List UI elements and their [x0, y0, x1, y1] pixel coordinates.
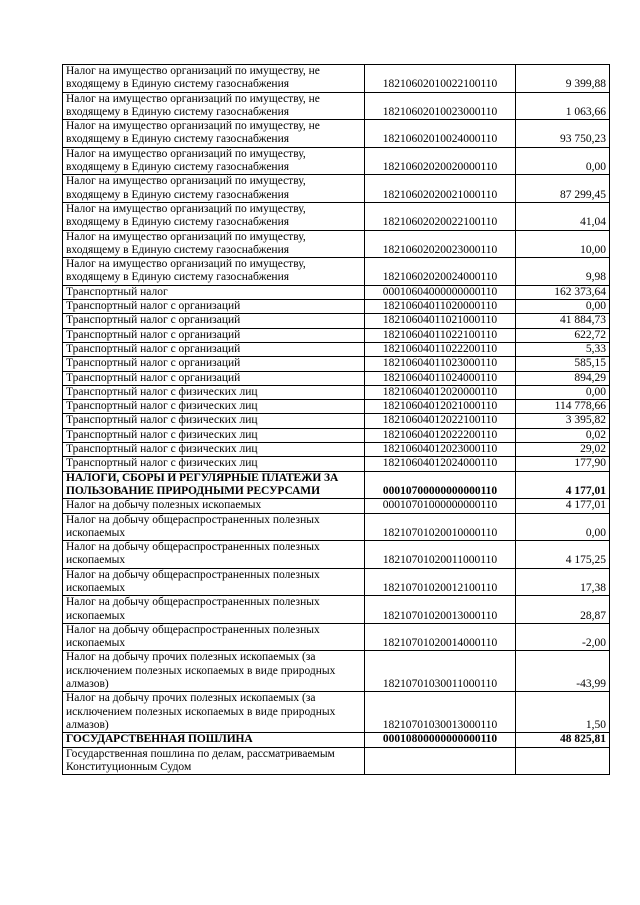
table-row	[63, 147, 610, 175]
table-row	[63, 596, 610, 624]
row-code-cell: 18210602010023000110	[365, 92, 516, 120]
row-code-cell: 18210701030013000110	[365, 692, 516, 733]
row-amount-cell: 9 399,88	[516, 65, 610, 93]
row-name-cell: Транспортный налог с физических лиц	[63, 400, 365, 414]
row-amount-cell: 4 177,01	[516, 499, 610, 513]
row-code-cell: 18210604011020000110	[365, 300, 516, 314]
table-row	[63, 300, 610, 314]
row-amount-cell: -2,00	[516, 623, 610, 651]
row-name-cell: Налог на добычу полезных ископаемых	[63, 499, 365, 513]
row-amount-cell: 622,72	[516, 328, 610, 342]
row-name-cell: НАЛОГИ, СБОРЫ И РЕГУЛЯРНЫЕ ПЛАТЕЖИ ЗА ПОЛЬЗОВАНИЕ ПРИРОДНЫМИ РЕСУРСАМИ	[63, 471, 365, 499]
row-code-cell: 18210604011021000110	[365, 314, 516, 328]
table-row	[63, 400, 610, 414]
table-row	[63, 285, 610, 299]
row-code-cell: 18210604012022100110	[365, 414, 516, 428]
row-name-cell: Налог на имущество организаций по имуществу, входящему в Единую систему газоснабжения	[63, 175, 365, 203]
table-row	[63, 443, 610, 457]
budget-revenue-table	[62, 64, 610, 775]
table-body	[63, 65, 610, 775]
row-name-cell: Налог на имущество организаций по имуществу, входящему в Единую систему газоснабжения	[63, 202, 365, 230]
row-amount-cell: 5,33	[516, 342, 610, 356]
row-code-cell: 18210604011023000110	[365, 357, 516, 371]
row-name-cell: Налог на имущество организаций по имуществу, не входящему в Единую систему газоснабжения	[63, 92, 365, 120]
table-row	[63, 541, 610, 569]
row-amount-cell: 177,90	[516, 457, 610, 471]
row-amount-cell: 41,04	[516, 202, 610, 230]
row-code-cell: 18210602020023000110	[365, 230, 516, 258]
row-code-cell: 18210701020014000110	[365, 623, 516, 651]
row-name-cell: Государственная пошлина по делам, рассматриваемым Конституционным Судом	[63, 747, 365, 775]
row-name-cell: Налог на имущество организаций по имуществу, не входящему в Единую систему газоснабжения	[63, 65, 365, 93]
table-row	[63, 202, 610, 230]
row-name-cell: Налог на имущество организаций по имуществу, входящему в Единую систему газоснабжения	[63, 258, 365, 286]
row-name-cell: Транспортный налог с физических лиц	[63, 414, 365, 428]
table-row	[63, 371, 610, 385]
row-amount-cell: 17,38	[516, 568, 610, 596]
table-row	[63, 120, 610, 148]
row-code-cell: 18210602010024000110	[365, 120, 516, 148]
row-amount-cell: 48 825,81	[516, 733, 610, 747]
table-row	[63, 733, 610, 747]
row-name-cell: Транспортный налог с организаций	[63, 357, 365, 371]
table-row	[63, 651, 610, 692]
row-name-cell: Налог на добычу прочих полезных ископаемых (за исключением полезных ископаемых в виде природных алмазов)	[63, 651, 365, 692]
row-name-cell: Налог на имущество организаций по имуществу, входящему в Единую систему газоснабжения	[63, 147, 365, 175]
row-amount-cell: 114 778,66	[516, 400, 610, 414]
row-name-cell: Налог на добычу прочих полезных ископаемых (за исключением полезных ископаемых в виде природных алмазов)	[63, 692, 365, 733]
row-code-cell: 18210701020011000110	[365, 541, 516, 569]
row-code-cell	[365, 747, 516, 775]
row-name-cell: Транспортный налог с организаций	[63, 300, 365, 314]
row-name-cell: Налог на добычу общераспространенных полезных ископаемых	[63, 568, 365, 596]
table-row	[63, 457, 610, 471]
row-name-cell: Налог на добычу общераспространенных полезных ископаемых	[63, 623, 365, 651]
row-amount-cell: 585,15	[516, 357, 610, 371]
row-name-cell: Налог на добычу общераспространенных полезных ископаемых	[63, 513, 365, 541]
table-row	[63, 258, 610, 286]
row-name-cell: Налог на имущество организаций по имуществу, входящему в Единую систему газоснабжения	[63, 230, 365, 258]
table-row	[63, 471, 610, 499]
table-row	[63, 513, 610, 541]
row-name-cell: Транспортный налог с физических лиц	[63, 457, 365, 471]
row-name-cell: Транспортный налог	[63, 285, 365, 299]
row-amount-cell: 1,50	[516, 692, 610, 733]
row-code-cell: 00010701000000000110	[365, 499, 516, 513]
row-code-cell: 18210604012021000110	[365, 400, 516, 414]
row-code-cell: 18210701030011000110	[365, 651, 516, 692]
row-code-cell: 00010700000000000110	[365, 471, 516, 499]
row-amount-cell: 3 395,82	[516, 414, 610, 428]
row-code-cell: 18210604011022100110	[365, 328, 516, 342]
table-row	[63, 230, 610, 258]
row-name-cell: Транспортный налог с физических лиц	[63, 443, 365, 457]
row-code-cell: 18210604012023000110	[365, 443, 516, 457]
row-amount-cell: 28,87	[516, 596, 610, 624]
row-amount-cell: -43,99	[516, 651, 610, 692]
row-amount-cell: 29,02	[516, 443, 610, 457]
row-amount-cell: 894,29	[516, 371, 610, 385]
row-name-cell: Налог на добычу общераспространенных полезных ископаемых	[63, 541, 365, 569]
row-code-cell: 18210701020013000110	[365, 596, 516, 624]
table-row	[63, 65, 610, 93]
row-name-cell: Транспортный налог с организаций	[63, 371, 365, 385]
row-amount-cell: 4 177,01	[516, 471, 610, 499]
table-row	[63, 385, 610, 399]
row-amount-cell: 10,00	[516, 230, 610, 258]
row-code-cell: 18210602020020000110	[365, 147, 516, 175]
row-amount-cell: 87 299,45	[516, 175, 610, 203]
table-row	[63, 428, 610, 442]
row-code-cell: 00010800000000000110	[365, 733, 516, 747]
row-code-cell: 18210701020010000110	[365, 513, 516, 541]
row-code-cell: 00010604000000000110	[365, 285, 516, 299]
table-row	[63, 414, 610, 428]
row-code-cell: 18210604012024000110	[365, 457, 516, 471]
row-code-cell: 18210602020021000110	[365, 175, 516, 203]
table-row	[63, 92, 610, 120]
row-name-cell: Транспортный налог с физических лиц	[63, 428, 365, 442]
row-amount-cell: 0,00	[516, 513, 610, 541]
table-row	[63, 357, 610, 371]
row-name-cell: Налог на добычу общераспространенных полезных ископаемых	[63, 596, 365, 624]
row-code-cell: 18210604012022200110	[365, 428, 516, 442]
row-amount-cell: 0,02	[516, 428, 610, 442]
row-name-cell: Налог на имущество организаций по имуществу, не входящему в Единую систему газоснабжения	[63, 120, 365, 148]
table-row	[63, 328, 610, 342]
row-name-cell: Транспортный налог с физических лиц	[63, 385, 365, 399]
row-amount-cell: 4 175,25	[516, 541, 610, 569]
table-row	[63, 623, 610, 651]
table-row	[63, 342, 610, 356]
table-row	[63, 499, 610, 513]
row-amount-cell: 162 373,64	[516, 285, 610, 299]
row-name-cell: Транспортный налог с организаций	[63, 342, 365, 356]
table-row	[63, 747, 610, 775]
table-row	[63, 568, 610, 596]
row-name-cell: Транспортный налог с организаций	[63, 328, 365, 342]
row-code-cell: 18210604012020000110	[365, 385, 516, 399]
row-name-cell: Транспортный налог с организаций	[63, 314, 365, 328]
row-amount-cell: 0,00	[516, 147, 610, 175]
table-row	[63, 314, 610, 328]
row-code-cell: 18210602020024000110	[365, 258, 516, 286]
row-code-cell: 18210602020022100110	[365, 202, 516, 230]
table-row	[63, 692, 610, 733]
row-code-cell: 18210701020012100110	[365, 568, 516, 596]
row-amount-cell: 41 884,73	[516, 314, 610, 328]
row-amount-cell: 93 750,23	[516, 120, 610, 148]
row-code-cell: 18210604011022200110	[365, 342, 516, 356]
row-amount-cell: 0,00	[516, 300, 610, 314]
row-name-cell: ГОСУДАРСТВЕННАЯ ПОШЛИНА	[63, 733, 365, 747]
table-row	[63, 175, 610, 203]
row-code-cell: 18210604011024000110	[365, 371, 516, 385]
row-amount-cell	[516, 747, 610, 775]
row-amount-cell: 0,00	[516, 385, 610, 399]
row-amount-cell: 9,98	[516, 258, 610, 286]
row-code-cell: 18210602010022100110	[365, 65, 516, 93]
row-amount-cell: 1 063,66	[516, 92, 610, 120]
